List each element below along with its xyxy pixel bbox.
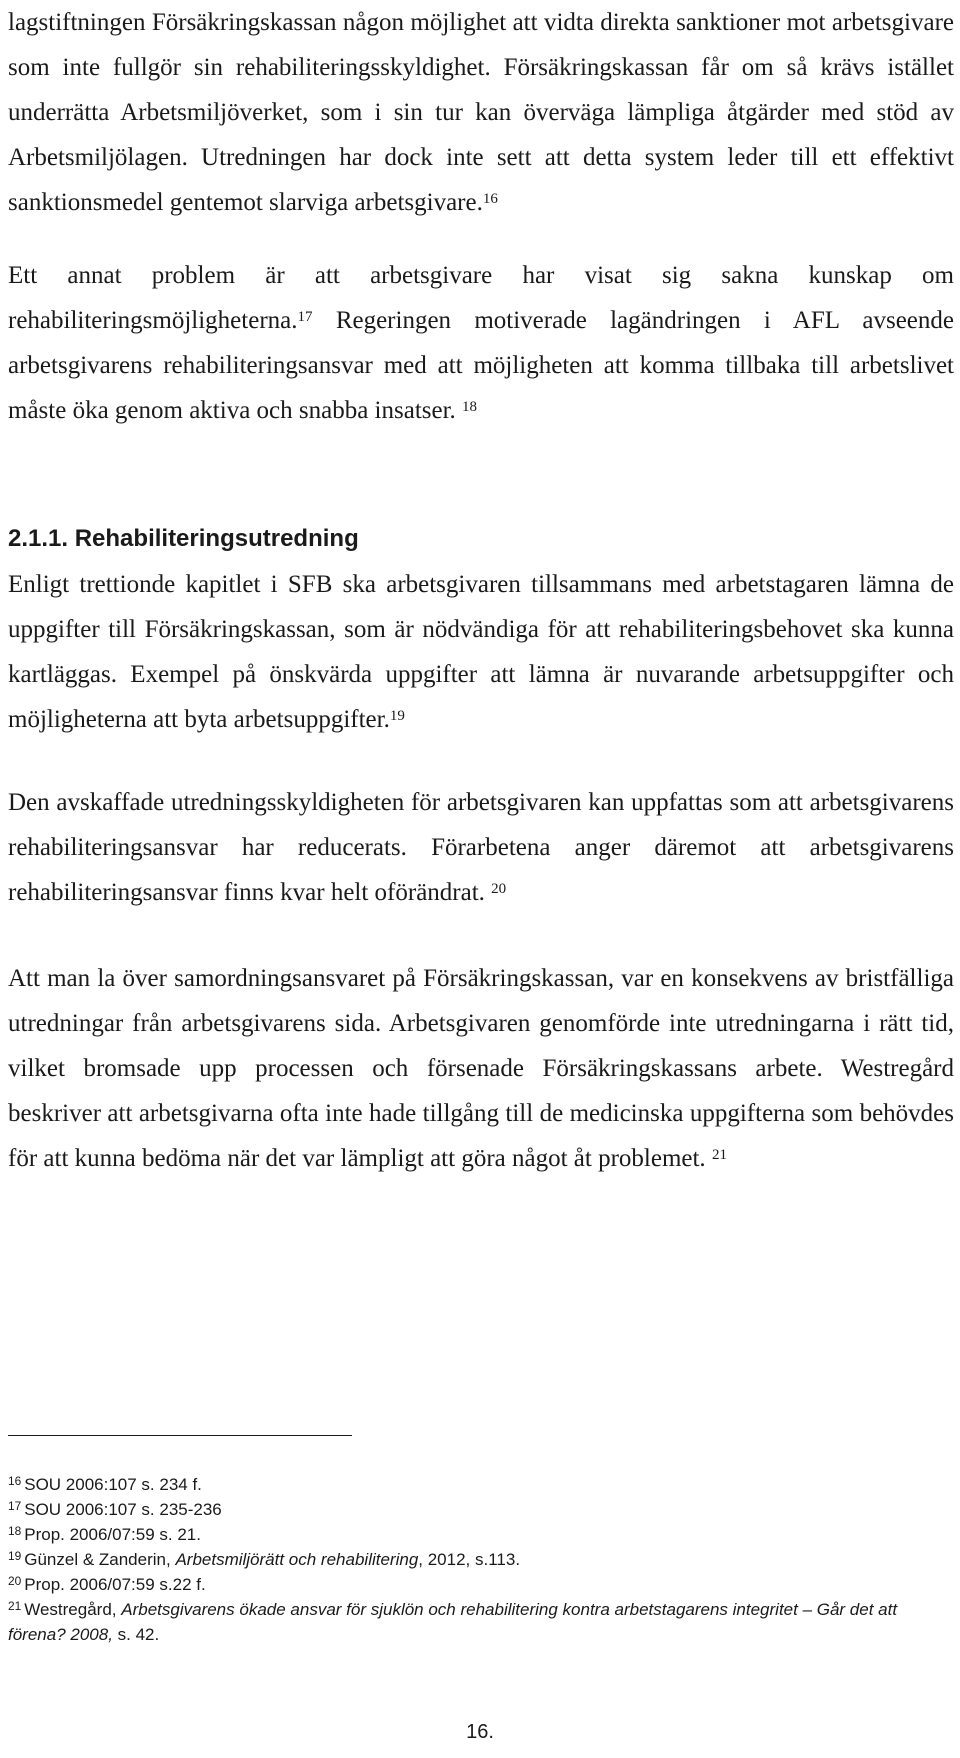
footnotes — [8, 1472, 954, 1647]
footnote-20 — [8, 1572, 954, 1597]
footnote-citation: , 2012, s.113. — [418, 1550, 521, 1569]
footnote-21 — [8, 1597, 954, 1647]
footnote-number: 20 — [8, 1573, 22, 1588]
footnote-ref-17[interactable]: 17 — [297, 309, 313, 326]
footnote-ref-20[interactable]: 20 — [491, 881, 507, 898]
footnote-text: SOU 2006:107 s. 234 f. — [24, 1475, 202, 1494]
footnote-number: 17 — [8, 1498, 22, 1513]
footnote-ref-19[interactable]: 19 — [389, 708, 405, 725]
footnote-number: 21 — [8, 1598, 22, 1613]
footnote-ref-21[interactable]: 21 — [711, 1147, 727, 1164]
paragraph-3 — [8, 562, 954, 742]
page-number: 16. — [466, 1721, 494, 1743]
footnote-author: Westregård, — [24, 1600, 122, 1619]
footnote-title: Arbetsmiljörätt och rehabilitering — [175, 1550, 419, 1569]
footnote-separator — [8, 1435, 352, 1436]
footnote-text: Prop. 2006/07:59 s. 21. — [24, 1525, 201, 1544]
paragraph-5-text: Att man la över samordningsansvaret på Försäkringskassan, var en konsekvens av bristfälliga utredningar från arbetsgivarens sida. Arbetsgivaren genomförde inte utredningarna i rätt tid, vilket bromsade upp processen och försenade Försäkringskassans arbete. Westregård beskriver att arbetsgivarna ofta inte hade tillgång till de medicinska uppgifterna som behövdes för att kunna bedöma när det var lämpligt att göra något åt problemet. — [8, 965, 954, 1172]
section-heading: 2.1.1. Rehabiliteringsutredning — [8, 525, 359, 552]
paragraph-2 — [8, 253, 954, 433]
footnote-17 — [8, 1497, 954, 1522]
footnote-number: 18 — [8, 1523, 22, 1538]
footnote-19 — [8, 1547, 954, 1572]
paragraph-2-text-a: Ett annat problem är att arbetsgivare har visat sig sakna kunskap om rehabiliteringsmöjligheterna. — [8, 262, 954, 334]
footnote-18 — [8, 1522, 954, 1547]
footnote-ref-18[interactable]: 18 — [462, 399, 478, 416]
footnote-number: 16 — [8, 1473, 22, 1488]
footnote-citation: s. 42. — [112, 1625, 160, 1644]
paragraph-4-text: Den avskaffade utredningsskyldigheten för arbetsgivaren kan uppfattas som att arbetsgivarens rehabiliteringsansvar har reducerats. Förarbetena anger däremot att arbetsgivarens rehabiliteringsansvar finns kvar helt oförändrat. — [8, 789, 954, 906]
footnote-text: SOU 2006:107 s. 235-236 — [24, 1500, 222, 1519]
paragraph-1 — [8, 0, 954, 225]
paragraph-2-text-b: Regeringen motiverade lagändringen i AFL avseende arbetsgivarens rehabiliteringsansvar med att möjligheten att komma tillbaka till arbetslivet måste öka genom aktiva och snabba insatser. — [8, 307, 954, 424]
paragraph-5 — [8, 956, 954, 1181]
paragraph-3-text: Enligt trettionde kapitlet i SFB ska arbetsgivaren tillsammans med arbetstagaren lämna de uppgifter till Försäkringskassan, som är nödvändiga för att rehabiliteringsbehovet ska kunna kartläggas. Exempel på önskvärda uppgifter att lämna är nuvarande arbetsuppgifter och möjligheterna att byta arbetsuppgifter. — [8, 571, 954, 733]
footnote-number: 19 — [8, 1548, 22, 1563]
footnote-16 — [8, 1472, 954, 1497]
footnote-text: Prop. 2006/07:59 s.22 f. — [24, 1575, 206, 1594]
footnote-title: Arbetsgivarens ökade ansvar för sjuklön och rehabilitering kontra arbetstagarens integritet – Går det att förena? 2008, — [8, 1600, 898, 1644]
footnote-ref-16[interactable]: 16 — [482, 191, 498, 208]
paragraph-1-text: lagstiftningen Försäkringskassan någon möjlighet att vidta direkta sanktioner mot arbetsgivare som inte fullgör sin rehabiliteringsskyldighet. Försäkringskassan får om så krävs istället underrätta Arbetsmiljöverket, som i sin tur kan överväga lämpliga åtgärder med stöd av Arbetsmiljölagen. Utredningen har dock inte sett att detta system leder till ett effektivt sanktionsmedel gentemot slarviga arbetsgivare. — [8, 9, 954, 216]
footnote-author: Günzel & Zanderin, — [24, 1550, 176, 1569]
paragraph-4 — [8, 780, 954, 915]
